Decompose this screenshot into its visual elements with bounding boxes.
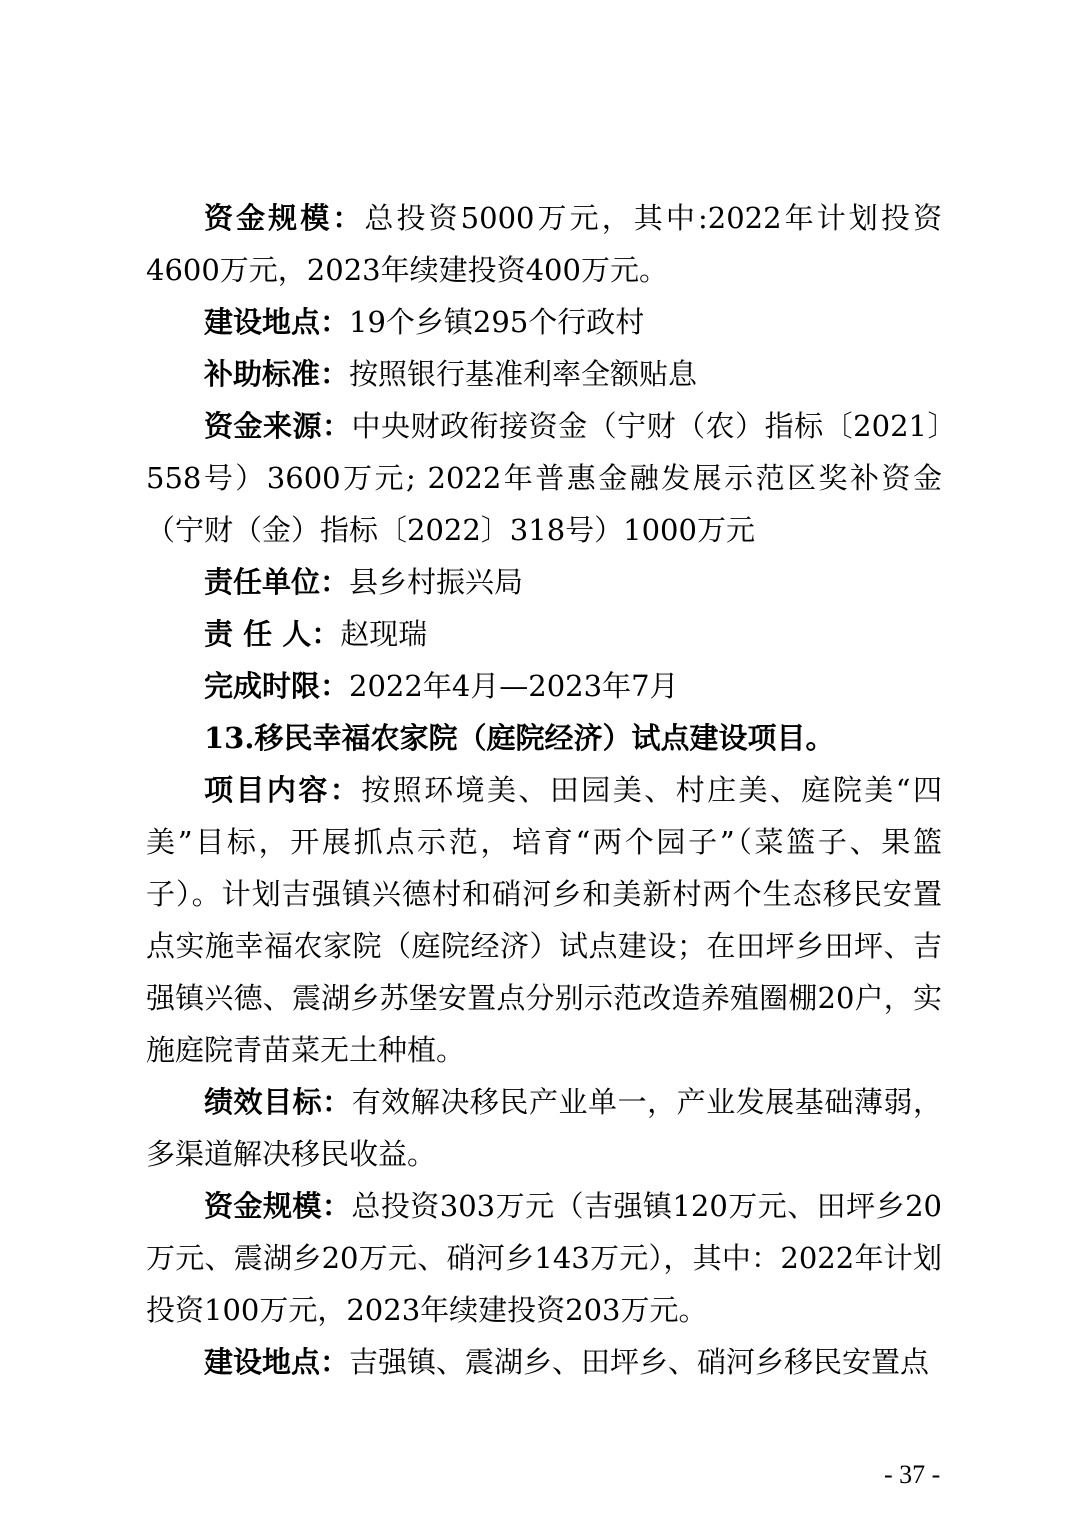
field-value: 总投资5000万元，其中:2022年计划投资4600万元，2023年续建投资400万元。 [146,201,942,287]
responsible-unit-paragraph [146,556,942,608]
section-heading [146,712,942,764]
field-label: 建设地点： [204,305,350,339]
field-value: 按照银行基准利率全额贴息 [349,357,698,391]
construction-site-paragraph [146,296,942,348]
field-value: 按照环境美、田园美、村庄美、庭院美“四美”目标，开展抓点示范，培育“两个园子”（菜篮子、果篮子）。计划吉强镇兴德村和硝河乡和美新村两个生态移民安置点实施幸福农家院（庭院经济）试点建设；在田坪乡田坪、吉强镇兴德、震湖乡苏堡安置点分别示范改造养殖圈棚20户，实施庭院青苗菜无土种植。 [146,773,942,1067]
field-label: 项目内容： [204,773,362,807]
deadline-paragraph [146,660,942,712]
field-value: 总投资303万元（吉强镇120万元、田坪乡20万元、震湖乡20万元、硝河乡143万元），其中：2022年计划投资100万元，2023年续建投资203万元。 [146,1189,942,1327]
field-label: 责 任 人： [204,617,341,651]
construction-site-paragraph [146,1336,942,1388]
project-content-paragraph [146,764,942,1076]
funding-source-paragraph [146,400,942,556]
field-value: 2022年4月—2023年7月 [349,669,679,703]
field-label: 资金规模： [204,201,365,235]
field-value: 19个乡镇295个行政村 [349,305,645,339]
subsidy-standard-paragraph [146,348,942,400]
page-number: - 37 - [884,1460,941,1489]
section-title: 13.移民幸福农家院（庭院经济）试点建设项目。 [204,721,835,755]
performance-goal-paragraph [146,1076,942,1180]
field-label: 资金来源： [204,409,352,443]
funding-scale-paragraph [146,1180,942,1336]
field-value: 赵现瑞 [340,617,428,651]
field-label: 补助标准： [204,357,350,391]
field-value: 吉强镇、震湖乡、田坪乡、硝河乡移民安置点 [349,1345,930,1379]
field-label: 完成时限： [204,669,350,703]
responsible-person-paragraph [146,608,942,660]
document-body [146,192,942,1388]
funding-scale-paragraph [146,192,942,296]
field-label: 责任单位： [204,565,350,599]
field-value: 有效解决移民产业单一，产业发展基础薄弱，多渠道解决移民收益。 [146,1085,942,1171]
field-label: 资金规模： [204,1189,352,1223]
field-value: 县乡村振兴局 [349,565,524,599]
field-label: 建设地点： [204,1345,350,1379]
field-value: 中央财政衔接资金（宁财（农）指标〔2021〕558号）3600万元; 2022年普惠金融发展示范区奖补资金（宁财（金）指标〔2022〕318号）1000万元 [146,409,942,547]
field-label: 绩效目标： [204,1085,352,1119]
